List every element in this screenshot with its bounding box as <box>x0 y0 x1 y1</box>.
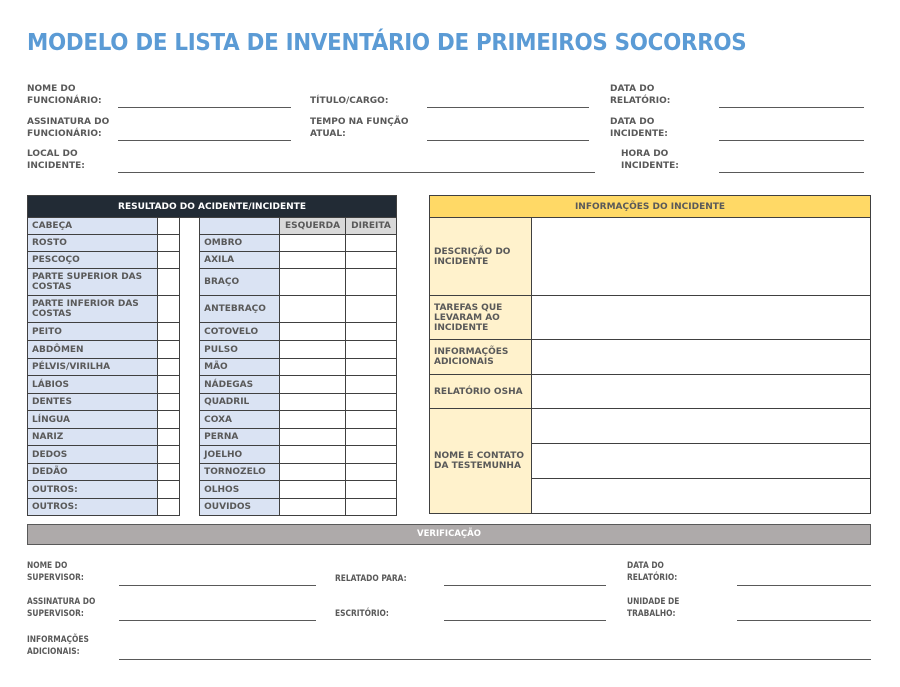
office-label: ESCRITÓRIO: <box>335 609 389 619</box>
part-label: ANTEBRAÇO <box>200 296 280 323</box>
part-label: DENTES <box>28 394 158 411</box>
right-check[interactable] <box>345 359 396 376</box>
left-check[interactable] <box>280 235 346 252</box>
office-field[interactable] <box>444 620 606 621</box>
verif-additional-info-field[interactable] <box>119 659 871 660</box>
right-check[interactable] <box>345 235 396 252</box>
left-check[interactable] <box>280 341 346 359</box>
employee-signature-field[interactable] <box>118 140 291 141</box>
part-label: COXA <box>200 411 280 429</box>
part-label: PARTE INFERIOR DAS COSTAS <box>28 296 158 323</box>
report-date-label: DATA DO RELATÓRIO: <box>610 84 671 106</box>
incident-info-header: INFORMAÇÕES DO INCIDENTE <box>430 196 871 218</box>
part-check[interactable] <box>158 446 180 464</box>
part-label: COTOVELO <box>200 323 280 341</box>
time-in-role-field[interactable] <box>427 140 589 141</box>
part-label: CABEÇA <box>28 218 158 235</box>
work-unit-field[interactable] <box>737 620 871 621</box>
part-label: PERNA <box>200 429 280 446</box>
osha-report-label: RELATÓRIO OSHA <box>430 375 532 409</box>
right-check[interactable] <box>345 296 396 323</box>
col-right-header: DIREITA <box>345 218 396 235</box>
part-label: OLHOS <box>200 481 280 499</box>
left-check[interactable] <box>280 481 346 499</box>
left-check[interactable] <box>280 394 346 411</box>
left-check[interactable] <box>280 464 346 481</box>
verif-report-date-field[interactable] <box>737 585 871 586</box>
incident-date-label: DATA DO INCIDENTE: <box>610 117 668 139</box>
page-title: MODELO DE LISTA DE INVENTÁRIO DE PRIMEIROS SOCORROS <box>27 30 747 56</box>
verification-header: VERIFICAÇÃO <box>27 524 871 545</box>
part-check[interactable] <box>158 296 180 323</box>
left-check[interactable] <box>280 252 346 269</box>
part-check[interactable] <box>158 235 180 252</box>
supervisor-name-field[interactable] <box>119 585 316 586</box>
left-check[interactable] <box>280 359 346 376</box>
tasks-label: TAREFAS QUE LEVARAM AO INCIDENTE <box>430 296 532 340</box>
part-label: LÁBIOS <box>28 376 158 394</box>
right-check[interactable] <box>345 481 396 499</box>
part-label: BRAÇO <box>200 269 280 296</box>
report-date-field[interactable] <box>719 107 864 108</box>
incident-description-label: DESCRIÇÃO DO INCIDENTE <box>430 218 532 296</box>
work-unit-label: UNIDADE DE TRABALHO: <box>627 597 680 619</box>
part-check[interactable] <box>158 429 180 446</box>
part-label: OMBRO <box>200 235 280 252</box>
col-left-header: ESQUERDA <box>280 218 346 235</box>
part-label: PULSO <box>200 341 280 359</box>
part-check[interactable] <box>158 464 180 481</box>
additional-info-field[interactable] <box>531 340 870 375</box>
part-label: DEDÃO <box>28 464 158 481</box>
supervisor-signature-field[interactable] <box>119 620 316 621</box>
outcome-table-header: RESULTADO DO ACIDENTE/INCIDENTE <box>28 196 397 218</box>
part-check[interactable] <box>158 341 180 359</box>
part-label: QUADRIL <box>200 394 280 411</box>
employee-signature-label: ASSINATURA DO FUNCIONÁRIO: <box>27 117 110 139</box>
time-in-role-label: TEMPO NA FUNÇÃO ATUAL: <box>310 117 409 139</box>
part-label: AXILA <box>200 252 280 269</box>
part-label: JOELHO <box>200 446 280 464</box>
incident-location-field[interactable] <box>118 172 595 173</box>
part-label: LÍNGUA <box>28 411 158 429</box>
part-label: ABDÔMEN <box>28 341 158 359</box>
reported-to-label: RELATADO PARA: <box>335 574 407 584</box>
part-check[interactable] <box>158 218 180 235</box>
verif-additional-info-label: INFORMAÇÕES ADICIONAIS: <box>27 635 89 657</box>
job-title-field[interactable] <box>427 107 589 108</box>
left-check[interactable] <box>280 323 346 341</box>
employee-name-field[interactable] <box>118 107 291 108</box>
witness-label: NOME E CONTATO DA TESTEMUNHA <box>430 409 532 514</box>
witness-field-2[interactable] <box>531 444 870 479</box>
right-check[interactable] <box>345 269 396 296</box>
supervisor-name-label: NOME DO SUPERVISOR: <box>27 561 84 583</box>
left-check[interactable] <box>280 446 346 464</box>
part-check[interactable] <box>158 359 180 376</box>
incident-info-table <box>429 195 871 514</box>
right-check[interactable] <box>345 394 396 411</box>
additional-info-label: INFORMAÇÕES ADICIONAIS <box>430 340 532 375</box>
incident-date-field[interactable] <box>719 140 864 141</box>
part-label <box>200 218 280 235</box>
part-label: ROSTO <box>28 235 158 252</box>
left-check[interactable] <box>280 296 346 323</box>
left-check[interactable] <box>280 411 346 429</box>
outcome-table <box>27 195 397 516</box>
part-label: OUVIDOS <box>200 499 280 516</box>
left-check[interactable] <box>280 376 346 394</box>
verif-report-date-label: DATA DO RELATÓRIO: <box>627 561 678 583</box>
incident-location-label: LOCAL DO INCIDENTE: <box>27 149 85 171</box>
left-check[interactable] <box>280 429 346 446</box>
part-label: NARIZ <box>28 429 158 446</box>
part-check[interactable] <box>158 269 180 296</box>
part-check[interactable] <box>158 499 180 516</box>
incident-description-field[interactable] <box>531 218 870 296</box>
incident-time-label: HORA DO INCIDENTE: <box>621 149 679 171</box>
part-check[interactable] <box>158 323 180 341</box>
osha-report-field[interactable] <box>531 375 870 409</box>
job-title-label: TÍTULO/CARGO: <box>310 96 389 106</box>
part-label: PARTE SUPERIOR DAS COSTAS <box>28 269 158 296</box>
right-check[interactable] <box>345 252 396 269</box>
right-check[interactable] <box>345 411 396 429</box>
part-check[interactable] <box>158 411 180 429</box>
right-check[interactable] <box>345 429 396 446</box>
part-check[interactable] <box>158 394 180 411</box>
tasks-field[interactable] <box>531 296 870 340</box>
part-label: OUTROS: <box>28 499 158 516</box>
part-label: PESCOÇO <box>28 252 158 269</box>
right-check[interactable] <box>345 376 396 394</box>
right-check[interactable] <box>345 499 396 516</box>
incident-time-field[interactable] <box>719 172 864 173</box>
left-check[interactable] <box>280 499 346 516</box>
part-label: TORNOZELO <box>200 464 280 481</box>
part-label: PEITO <box>28 323 158 341</box>
employee-name-label: NOME DO FUNCIONÁRIO: <box>27 84 102 106</box>
supervisor-signature-label: ASSINATURA DO SUPERVISOR: <box>27 597 96 619</box>
part-label: MÃO <box>200 359 280 376</box>
part-label: OUTROS: <box>28 481 158 499</box>
right-check[interactable] <box>345 323 396 341</box>
part-label: PÉLVIS/VIRILHA <box>28 359 158 376</box>
part-check[interactable] <box>158 252 180 269</box>
left-check[interactable] <box>280 269 346 296</box>
part-check[interactable] <box>158 481 180 499</box>
part-check[interactable] <box>158 376 180 394</box>
right-check[interactable] <box>345 464 396 481</box>
witness-field-3[interactable] <box>531 479 870 514</box>
witness-field-1[interactable] <box>531 409 870 444</box>
reported-to-field[interactable] <box>444 585 606 586</box>
right-check[interactable] <box>345 341 396 359</box>
part-label: DEDOS <box>28 446 158 464</box>
part-label: NÁDEGAS <box>200 376 280 394</box>
right-check[interactable] <box>345 446 396 464</box>
